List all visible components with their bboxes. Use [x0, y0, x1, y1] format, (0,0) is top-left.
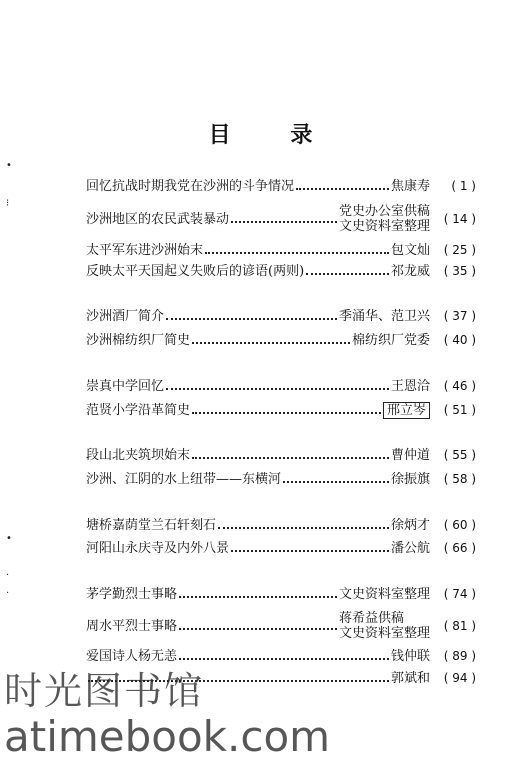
dot-leader	[218, 527, 389, 529]
watermark-text: 时光图书馆	[4, 669, 205, 713]
toc-entry-title: 崇真中学回忆	[86, 378, 165, 394]
toc-author-line: 蒋希益供稿	[338, 611, 404, 626]
dot-leader	[205, 252, 389, 254]
toc-entry[interactable]	[86, 515, 476, 535]
toc-entry-page: ( 14 )	[443, 211, 476, 226]
toc-entry-author: 棉纺织厂党委	[351, 332, 430, 348]
toc-entry-title: 沙洲地区的农民武装暴动	[86, 211, 230, 227]
toc-entry-page: ( 89 )	[443, 648, 476, 663]
toc-entry-page: ( 81 )	[443, 618, 476, 633]
toc-entry-title: 沙洲、江阴的水上纽带——东横河	[86, 471, 282, 487]
toc-entry-author: 祁龙威	[390, 263, 430, 279]
toc-entry-page: ( 74 )	[443, 586, 476, 601]
toc-entry-title: 沙洲棉纺织厂简史	[86, 332, 191, 348]
toc-entry-page: ( 51 )	[443, 402, 476, 417]
toc-entry[interactable]	[86, 203, 476, 235]
dot-leader	[179, 628, 337, 630]
toc-entry[interactable]	[86, 306, 476, 326]
toc-entry[interactable]	[86, 538, 476, 558]
toc-entry-title: 太平军东进沙洲始末	[86, 242, 204, 258]
toc-entry-author	[339, 204, 430, 234]
toc-entry-author: 邢立岑	[383, 402, 430, 419]
toc-entry[interactable]	[86, 330, 476, 350]
toc-author-line: 文史资料室整理	[338, 626, 430, 641]
toc-entry-author: 包文灿	[390, 242, 430, 258]
dot-leader	[192, 342, 350, 344]
dot-leader	[179, 596, 337, 598]
toc-entry-title: 范贤小学沿革简史	[86, 402, 191, 418]
toc-entry-author: 徐振旗	[390, 471, 430, 487]
toc-entry[interactable]	[86, 584, 476, 604]
toc-author-line: 党史办公室供稿	[338, 204, 430, 219]
toc-entry-title: 茅学勤烈士事略	[86, 586, 178, 602]
margin-dot: ·	[6, 570, 10, 581]
dot-leader	[166, 388, 389, 390]
dot-leader	[283, 481, 389, 483]
toc-entry-title: 塘桥嘉荫堂兰石轩刻石	[86, 517, 217, 533]
toc-entry-page: ( 25 )	[443, 242, 476, 257]
toc-entry-title: 沙洲酒厂简介	[86, 308, 165, 324]
toc-entry-title: 爱国诗人杨无恙	[86, 648, 178, 664]
dot-leader	[231, 221, 337, 223]
toc-entry-page: ( 37 )	[443, 308, 476, 323]
toc-entry-page: ( 1 )	[451, 178, 476, 193]
toc-entry-author: 王恩洽	[390, 378, 430, 394]
toc-entry-title: 段山北夹筑坝始末	[86, 447, 191, 463]
toc-entry[interactable]	[86, 445, 476, 465]
toc-entry-author: 郭斌和	[390, 670, 430, 686]
toc-entry[interactable]	[86, 261, 476, 281]
toc-entry-title: 河阳山永庆寺及内外八景	[86, 540, 230, 556]
toc-entry-author	[339, 611, 430, 641]
toc-entry-page: ( 35 )	[443, 263, 476, 278]
toc-entry-author: 焦康寿	[390, 178, 430, 194]
toc-entry-page: ( 94 )	[443, 670, 476, 685]
margin-dot: •	[6, 533, 12, 544]
toc-entry-page: ( 55 )	[443, 447, 476, 462]
margin-dot: ·	[6, 588, 10, 599]
margin-dot: •	[6, 160, 12, 171]
toc-entry-author: 曹仲道	[390, 447, 430, 463]
dot-leader	[306, 273, 389, 275]
toc-entry-author: 钱仲联	[390, 648, 430, 664]
dot-leader	[166, 318, 337, 320]
page-title: 目 录	[208, 122, 339, 148]
toc-entry-author: 潘公航	[390, 540, 430, 556]
dot-leader	[192, 412, 381, 414]
watermark-url: atimebook.com	[4, 712, 331, 761]
margin-mark: ⁝	[6, 198, 10, 209]
toc-entry-title: 反映太平天国起义失败后的谚语(两则)	[86, 263, 305, 279]
dot-leader	[192, 457, 389, 459]
dot-leader	[231, 550, 389, 552]
toc-entry-author: 季涌华、范卫兴	[338, 308, 430, 324]
dot-leader	[296, 188, 389, 190]
toc-entry[interactable]	[86, 610, 476, 642]
toc-entry[interactable]	[86, 240, 476, 260]
toc-entry-page: ( 58 )	[443, 471, 476, 486]
toc-entry[interactable]	[86, 469, 476, 489]
toc-entry-page: ( 46 )	[443, 378, 476, 393]
toc-entry[interactable]	[86, 400, 476, 420]
toc-entry-page: ( 40 )	[443, 332, 476, 347]
toc-entry-title: 周水平烈士事略	[86, 618, 178, 634]
toc-entry-author: 徐炳才	[390, 517, 430, 533]
toc-entry-title: 回忆抗战时期我党在沙洲的斗争情况	[86, 178, 295, 194]
toc-entry-page: ( 60 )	[443, 517, 476, 532]
toc-author-line: 文史资料室整理	[338, 219, 430, 234]
toc-entry[interactable]	[86, 176, 476, 196]
toc-entry[interactable]	[86, 376, 476, 396]
toc-entry-author: 文史资料室整理	[338, 586, 430, 602]
toc-entry-page: ( 66 )	[443, 540, 476, 555]
